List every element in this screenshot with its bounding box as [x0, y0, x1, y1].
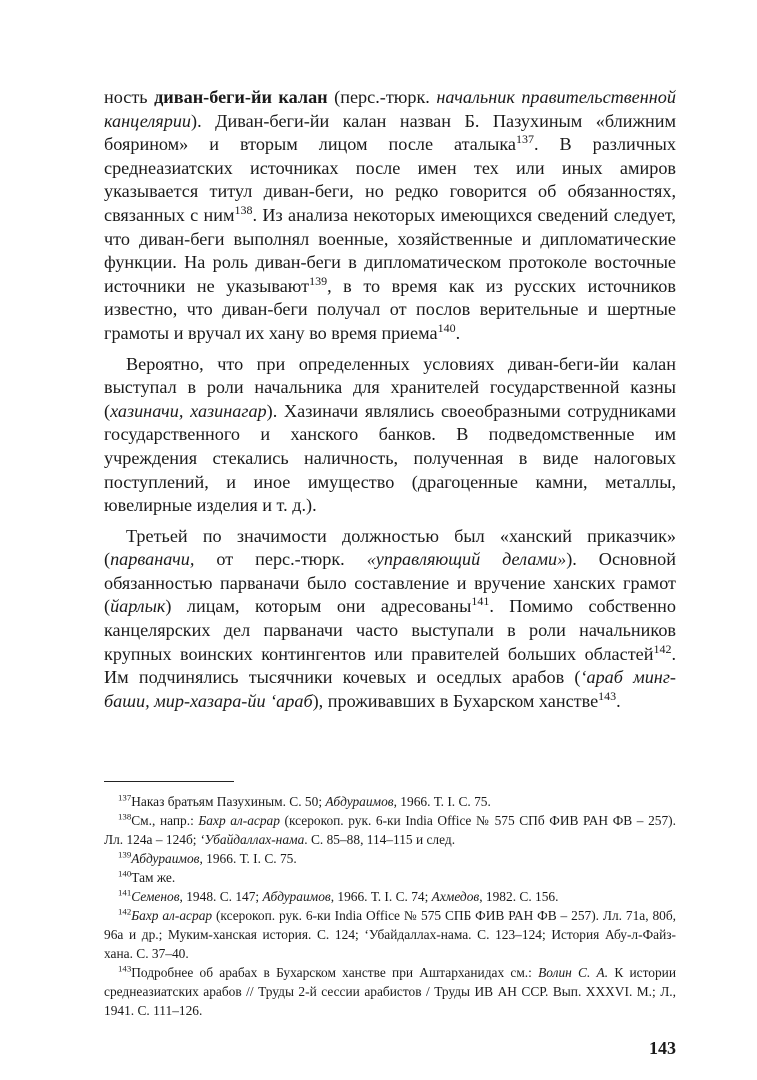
italic-text: ‘Убайдаллах-нама [199, 832, 305, 847]
text-run: . В различных среднеазиатских источниках после имен тех или иных амиров указывается титул диван-беги, но редко говорится об обязанностях, связанных с ним [104, 134, 676, 225]
text-run: (перс.-тюрк. [327, 87, 437, 107]
footnote-ref: 141 [471, 594, 490, 609]
italic-text: начальник правительственной канцелярии [104, 87, 676, 131]
paragraph [104, 525, 676, 714]
italic-text: Абдураимов [262, 889, 331, 904]
italic-text: парваначи, [110, 549, 195, 570]
text-run: . С. 85–88, 114–115 и след. [304, 832, 456, 847]
text-run: , 1966. Т. I. С. 74; [330, 889, 432, 904]
text-run: Третьей по значимости должностью был «ханский приказчик» ( [104, 525, 676, 570]
text-run: ность [104, 87, 155, 107]
text-run: , 1948. С. 147; [179, 889, 263, 904]
footnote-ref: 142 [653, 641, 672, 656]
text-run: . Из анализа некоторых имеющихся сведений следует, что диван-беги выполнял военные, хозяйственные и дипломатические функции. На роль диван-беги в дипломатическом протоколе восточные источники не указывают [104, 204, 676, 296]
footnote-ref: 138 [118, 811, 132, 822]
text-run: (ксерокоп. рук. 6-ки India Office № 575 СПб ФИВ РАН ФВ – 257). Лл. 124а – 124б; [104, 813, 676, 847]
italic-text: ‘араб минг-баши, мир-хазара-йи ‘араб [104, 667, 676, 711]
text-run: ). Хазиначи являлись своеобразными сотрудниками государственного и ханского банков. В подведомственные им учреждения стекались наличность, полученная в виде налоговых поступлений, и иное имущество (драгоценные камни, металлы, ювелирные изделия и т. д.). [104, 400, 677, 516]
italic-text: Бахр ал-асрар [131, 908, 213, 923]
text-run: , 1966. Т. I. С. 75. [393, 794, 491, 809]
italic-text: «управляющий делами» [366, 549, 567, 570]
footnote-separator [104, 781, 234, 782]
footnote-ref: 139 [309, 273, 328, 288]
text-run: ). Диван-беги-йи калан назван Б. Пазухиным «ближним боярином» и вторым лицом после аталыка [104, 110, 676, 155]
italic-text: Абдураимов [325, 794, 394, 809]
text-run: . Им подчинялись тысячники кочевых и оседлых арабов ( [104, 643, 676, 688]
italic-text: Ахмедов [431, 889, 480, 904]
text-run: К истории среднеазиатских арабов // Труды 2-й сессии арабистов / Труды ИВ АН ССР. Вып. XXXVI. М.; Л., 1941. С. 111–126. [104, 965, 676, 1018]
footnote-ref: 139 [118, 849, 132, 860]
footnote-ref: 143 [118, 963, 132, 974]
text-run: , 1966. Т. I. С. 75. [199, 851, 297, 866]
italic-text: Абдураимов [131, 851, 200, 866]
text-run: ). Основной обязанностью парваначи было составление и вручение ханских грамот ( [104, 549, 676, 617]
text-run: , в то время как из русских источников известно, что диван-беги получал от послов верительные и шертные грамоты и вручал их хану во время приема [104, 275, 676, 343]
text-run: Наказ братьям Пазухиным. С. 50; [131, 794, 326, 809]
footnote [104, 906, 676, 963]
footnote-ref: 137 [118, 792, 132, 803]
main-text [104, 86, 676, 720]
footnote [104, 849, 676, 868]
text-run: . [455, 322, 461, 343]
text-run: ), проживавших в Бухарском ханстве [312, 690, 599, 711]
text-run: ) лицам, которым они адресованы [165, 596, 472, 617]
bold-term: диван-беги-йи калан [154, 87, 328, 107]
italic-text: хазиначи, хазинагар [110, 400, 267, 421]
footnote-ref: 143 [598, 688, 617, 703]
footnote-ref: 140 [118, 868, 132, 879]
text-run: (ксерокоп. рук. 6-ки India Office № 575 СПБ ФИВ РАН ФВ – 257). Лл. 71а, 80б, 96а и др.; Муким-ханская история. С. 124; ‘Убайдаллах-нама. С. 123–124; История Абу-л-Файз-хана. С. 37–40. [104, 908, 676, 961]
text-run: . Помимо собственно канцелярских дел парваначи часто выступали в роли начальников крупных воинских контингентов или правителей больших областей [104, 596, 677, 664]
footnotes [104, 792, 676, 1020]
footnote-ref: 142 [118, 906, 132, 917]
footnote [104, 868, 676, 887]
footnote-ref: 141 [118, 887, 132, 898]
footnote [104, 887, 676, 906]
page-number: 143 [649, 1038, 676, 1058]
footnote-ref: 140 [437, 320, 456, 335]
footnote [104, 963, 676, 1020]
text-run: Подробнее об арабах в Бухарском ханстве при Аштарханидах см.: [131, 965, 539, 980]
footnote [104, 792, 676, 811]
italic-text: Волин С. А. [538, 965, 609, 980]
paragraph [104, 86, 676, 346]
text-run: Там же. [131, 870, 176, 885]
italic-text: йарлык [110, 596, 166, 617]
text-run: , 1982. С. 156. [479, 889, 559, 904]
italic-text: Семенов [131, 889, 180, 904]
text-run: . [616, 690, 621, 711]
text-run: от перс.-тюрк. [194, 549, 367, 570]
footnote-ref: 137 [515, 132, 534, 147]
text-run: См., напр.: [131, 813, 199, 828]
italic-text: Бахр ал-асрар [198, 813, 280, 828]
footnote [104, 811, 676, 849]
text-run: Вероятно, что при определенных условиях диван-беги-йи калан выступал в роли начальника для хранителей государственной казны ( [104, 353, 676, 421]
paragraph [104, 353, 676, 518]
footnote-ref: 138 [234, 202, 253, 217]
